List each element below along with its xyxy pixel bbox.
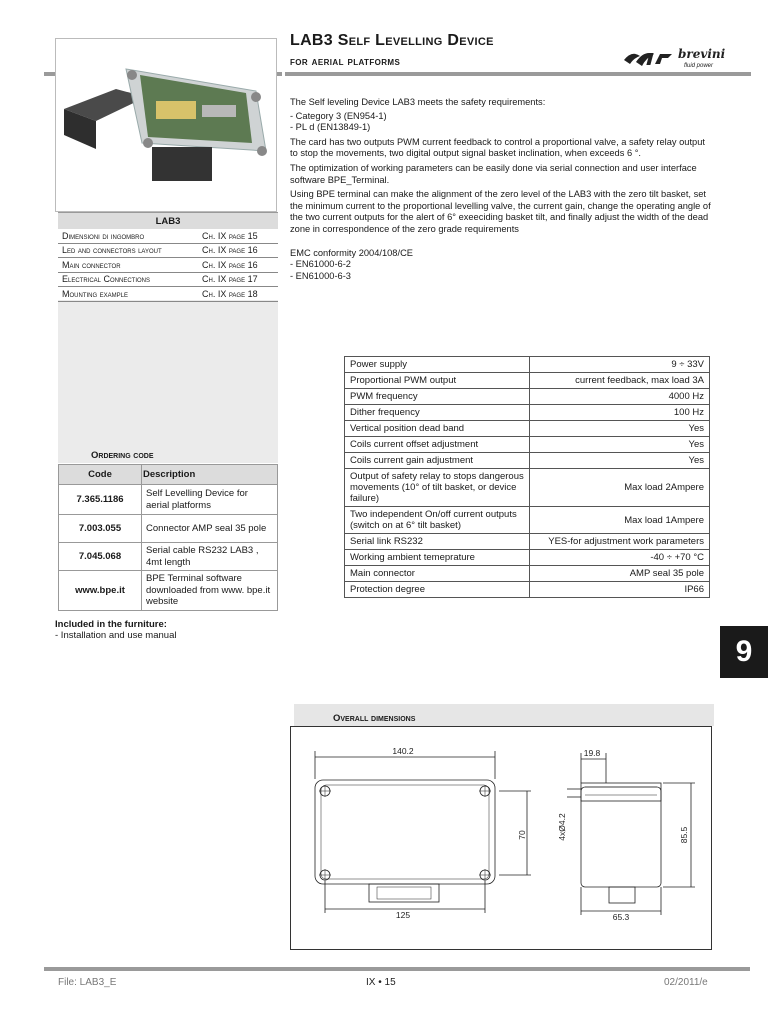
footer-date: 02/2011/e bbox=[664, 977, 708, 988]
spec-row bbox=[345, 582, 710, 598]
spec-key: Coils current offset adjustment bbox=[345, 437, 530, 453]
ordering-desc: Self Levelling Device for aerial platforms bbox=[142, 485, 278, 515]
enclosure-front-outline bbox=[315, 780, 495, 884]
ordering-code: 7.003.055 bbox=[59, 515, 142, 543]
description-line: Using BPE terminal can make the alignment of the zero level of the LAB3 with the zero tilt basket, set the minimum current to the proportional levelling valve, the current gain, change the operating angle of the two current outputs for the alert of 6° exeeciding basket tilt, and finally adjust the width of the dead zone in correspondence of the zero grade requirements bbox=[290, 189, 711, 234]
chapter-page: Ch. IX page 16 bbox=[198, 258, 278, 273]
spec-value: -40 ÷ +70 °C bbox=[530, 550, 710, 566]
chapter-label: Main connector bbox=[58, 258, 198, 273]
included-title: Included in the furniture: bbox=[55, 619, 167, 630]
spec-value: Yes bbox=[530, 421, 710, 437]
spec-value: 9 ÷ 33V bbox=[530, 357, 710, 373]
emc-line: - EN61000-6-3 bbox=[290, 270, 351, 281]
ordering-row bbox=[59, 571, 278, 611]
spec-row bbox=[345, 357, 710, 373]
brevini-logo bbox=[622, 44, 742, 70]
dim-label: 125 bbox=[395, 910, 411, 920]
description-line: The Self leveling Device LAB3 meets the safety requirements: bbox=[290, 97, 546, 107]
emc-line: EMC conformity 2004/108/CE bbox=[290, 247, 413, 258]
ordering-row bbox=[59, 485, 278, 515]
spec-key: Working ambient temeprature bbox=[345, 550, 530, 566]
dimensions-title: Overall dimensions bbox=[333, 713, 416, 724]
description-line: The card has two outputs PWM current feedback to control a proportional valve, a safety relay output to stop the movements, two digital output signal basket inclination, when exceeds 6 °. bbox=[290, 136, 705, 159]
included-item: - Installation and use manual bbox=[55, 630, 177, 641]
spec-value: 4000 Hz bbox=[530, 389, 710, 405]
logo-subtext: fluid power bbox=[684, 63, 714, 69]
chapter-label: Electrical Connections bbox=[58, 272, 198, 287]
spec-value: IP66 bbox=[530, 582, 710, 598]
spec-value: AMP seal 35 pole bbox=[530, 566, 710, 582]
ordering-code: 7.045.068 bbox=[59, 543, 142, 571]
chapter-page: Ch. IX page 17 bbox=[198, 272, 278, 287]
description-line: - Category 3 (EN954-1) bbox=[290, 110, 387, 121]
spec-value: Max load 1Ampere bbox=[530, 507, 710, 534]
spec-row bbox=[345, 373, 710, 389]
chapter-row bbox=[58, 287, 278, 302]
chapter-row bbox=[58, 229, 278, 243]
chapter-table-background bbox=[58, 300, 278, 442]
spec-key: Output of safety relay to stops dangerous movements (10° of tilt basket, or device failure) bbox=[345, 469, 530, 507]
ordering-code: www.bpe.it bbox=[59, 571, 142, 611]
footer-page-number: IX • 15 bbox=[366, 977, 396, 988]
spec-key: PWM frequency bbox=[345, 389, 530, 405]
product-photo bbox=[55, 38, 277, 212]
ordering-desc: Connector AMP seal 35 pole bbox=[142, 515, 278, 543]
spec-row bbox=[345, 566, 710, 582]
spec-row bbox=[345, 534, 710, 550]
logo-brand-text: brevini bbox=[678, 47, 726, 61]
page-subtitle: for aerial platforms bbox=[290, 56, 401, 68]
dim-label: 140.2 bbox=[392, 746, 414, 756]
chapter-row bbox=[58, 258, 278, 273]
spec-value: Yes bbox=[530, 437, 710, 453]
spec-value: YES-for adjustment work parameters bbox=[530, 534, 710, 550]
spec-row bbox=[345, 421, 710, 437]
dim-label: 4xØ4.2 bbox=[557, 813, 567, 841]
ordering-row bbox=[59, 515, 278, 543]
footer-file: File: LAB3_E bbox=[58, 977, 117, 988]
spec-value: Yes bbox=[530, 453, 710, 469]
chapter-page: Ch. IX page 18 bbox=[198, 287, 278, 302]
chapter-table-title: LAB3 bbox=[58, 213, 278, 230]
description-line: The optimization of working parameters can be easily done via serial connection and user interface software BPE_Terminal. bbox=[290, 162, 697, 185]
connector-front bbox=[369, 884, 439, 902]
spec-key: Two independent On/off current outputs (switch on at 6° tilt basket) bbox=[345, 507, 530, 534]
spec-row bbox=[345, 453, 710, 469]
ordering-table bbox=[58, 464, 278, 611]
connector-side bbox=[609, 887, 635, 903]
dim-label: 85.5 bbox=[679, 826, 689, 844]
spec-value: Max load 2Ampere bbox=[530, 469, 710, 507]
spec-key: Proportional PWM output bbox=[345, 373, 530, 389]
dim-label: 65.3 bbox=[612, 912, 630, 922]
spec-key: Protection degree bbox=[345, 582, 530, 598]
spec-row bbox=[345, 507, 710, 534]
spec-value: 100 Hz bbox=[530, 405, 710, 421]
spec-row bbox=[345, 405, 710, 421]
spec-key: Serial link RS232 bbox=[345, 534, 530, 550]
chapter-page: Ch. IX page 16 bbox=[198, 243, 278, 258]
ordering-desc: Serial cable RS232 LAB3 , 4mt length bbox=[142, 543, 278, 571]
spec-key: Main connector bbox=[345, 566, 530, 582]
spec-key: Vertical position dead band bbox=[345, 421, 530, 437]
chapter-label: Mounting example bbox=[58, 287, 198, 302]
spec-key: Power supply bbox=[345, 357, 530, 373]
spec-row bbox=[345, 437, 710, 453]
ordering-col-description: Description bbox=[142, 465, 278, 485]
footer-rule bbox=[44, 967, 750, 971]
spec-row bbox=[345, 550, 710, 566]
ordering-row bbox=[59, 543, 278, 571]
header-rule-right bbox=[285, 72, 751, 76]
page-title: LAB3 Self Levelling Device bbox=[290, 32, 494, 49]
chapter-page: Ch. IX page 15 bbox=[198, 229, 278, 243]
chapter-tab: 9 bbox=[720, 626, 768, 678]
dim-label: 19.8 bbox=[583, 748, 601, 758]
spec-row bbox=[345, 469, 710, 507]
spec-value: current feedback, max load 3A bbox=[530, 373, 710, 389]
spec-key: Dither frequency bbox=[345, 405, 530, 421]
description-text bbox=[290, 97, 714, 282]
chapter-row bbox=[58, 243, 278, 258]
specifications-table bbox=[344, 356, 710, 598]
spec-row bbox=[345, 389, 710, 405]
enclosure-side-lid bbox=[581, 783, 661, 801]
spec-key: Coils current gain adjustment bbox=[345, 453, 530, 469]
chapter-label: Dimensioni di ingombro bbox=[58, 229, 198, 243]
emc-line: - EN61000-6-2 bbox=[290, 259, 351, 270]
dimension-drawing bbox=[291, 727, 709, 947]
chapter-label: Led and connectors layout bbox=[58, 243, 198, 258]
chapter-reference-table bbox=[58, 212, 278, 302]
ordering-col-code: Code bbox=[59, 465, 142, 485]
chapter-row bbox=[58, 272, 278, 287]
ordering-title: Ordering code bbox=[91, 450, 154, 461]
ordering-code: 7.365.1186 bbox=[59, 485, 142, 515]
enclosure-side-outline bbox=[581, 787, 661, 887]
description-line: - PL d (EN13849-1) bbox=[290, 122, 371, 133]
ordering-desc: BPE Terminal software downloaded from www. bpe.it website bbox=[142, 571, 278, 611]
dim-label: 70 bbox=[517, 830, 527, 840]
